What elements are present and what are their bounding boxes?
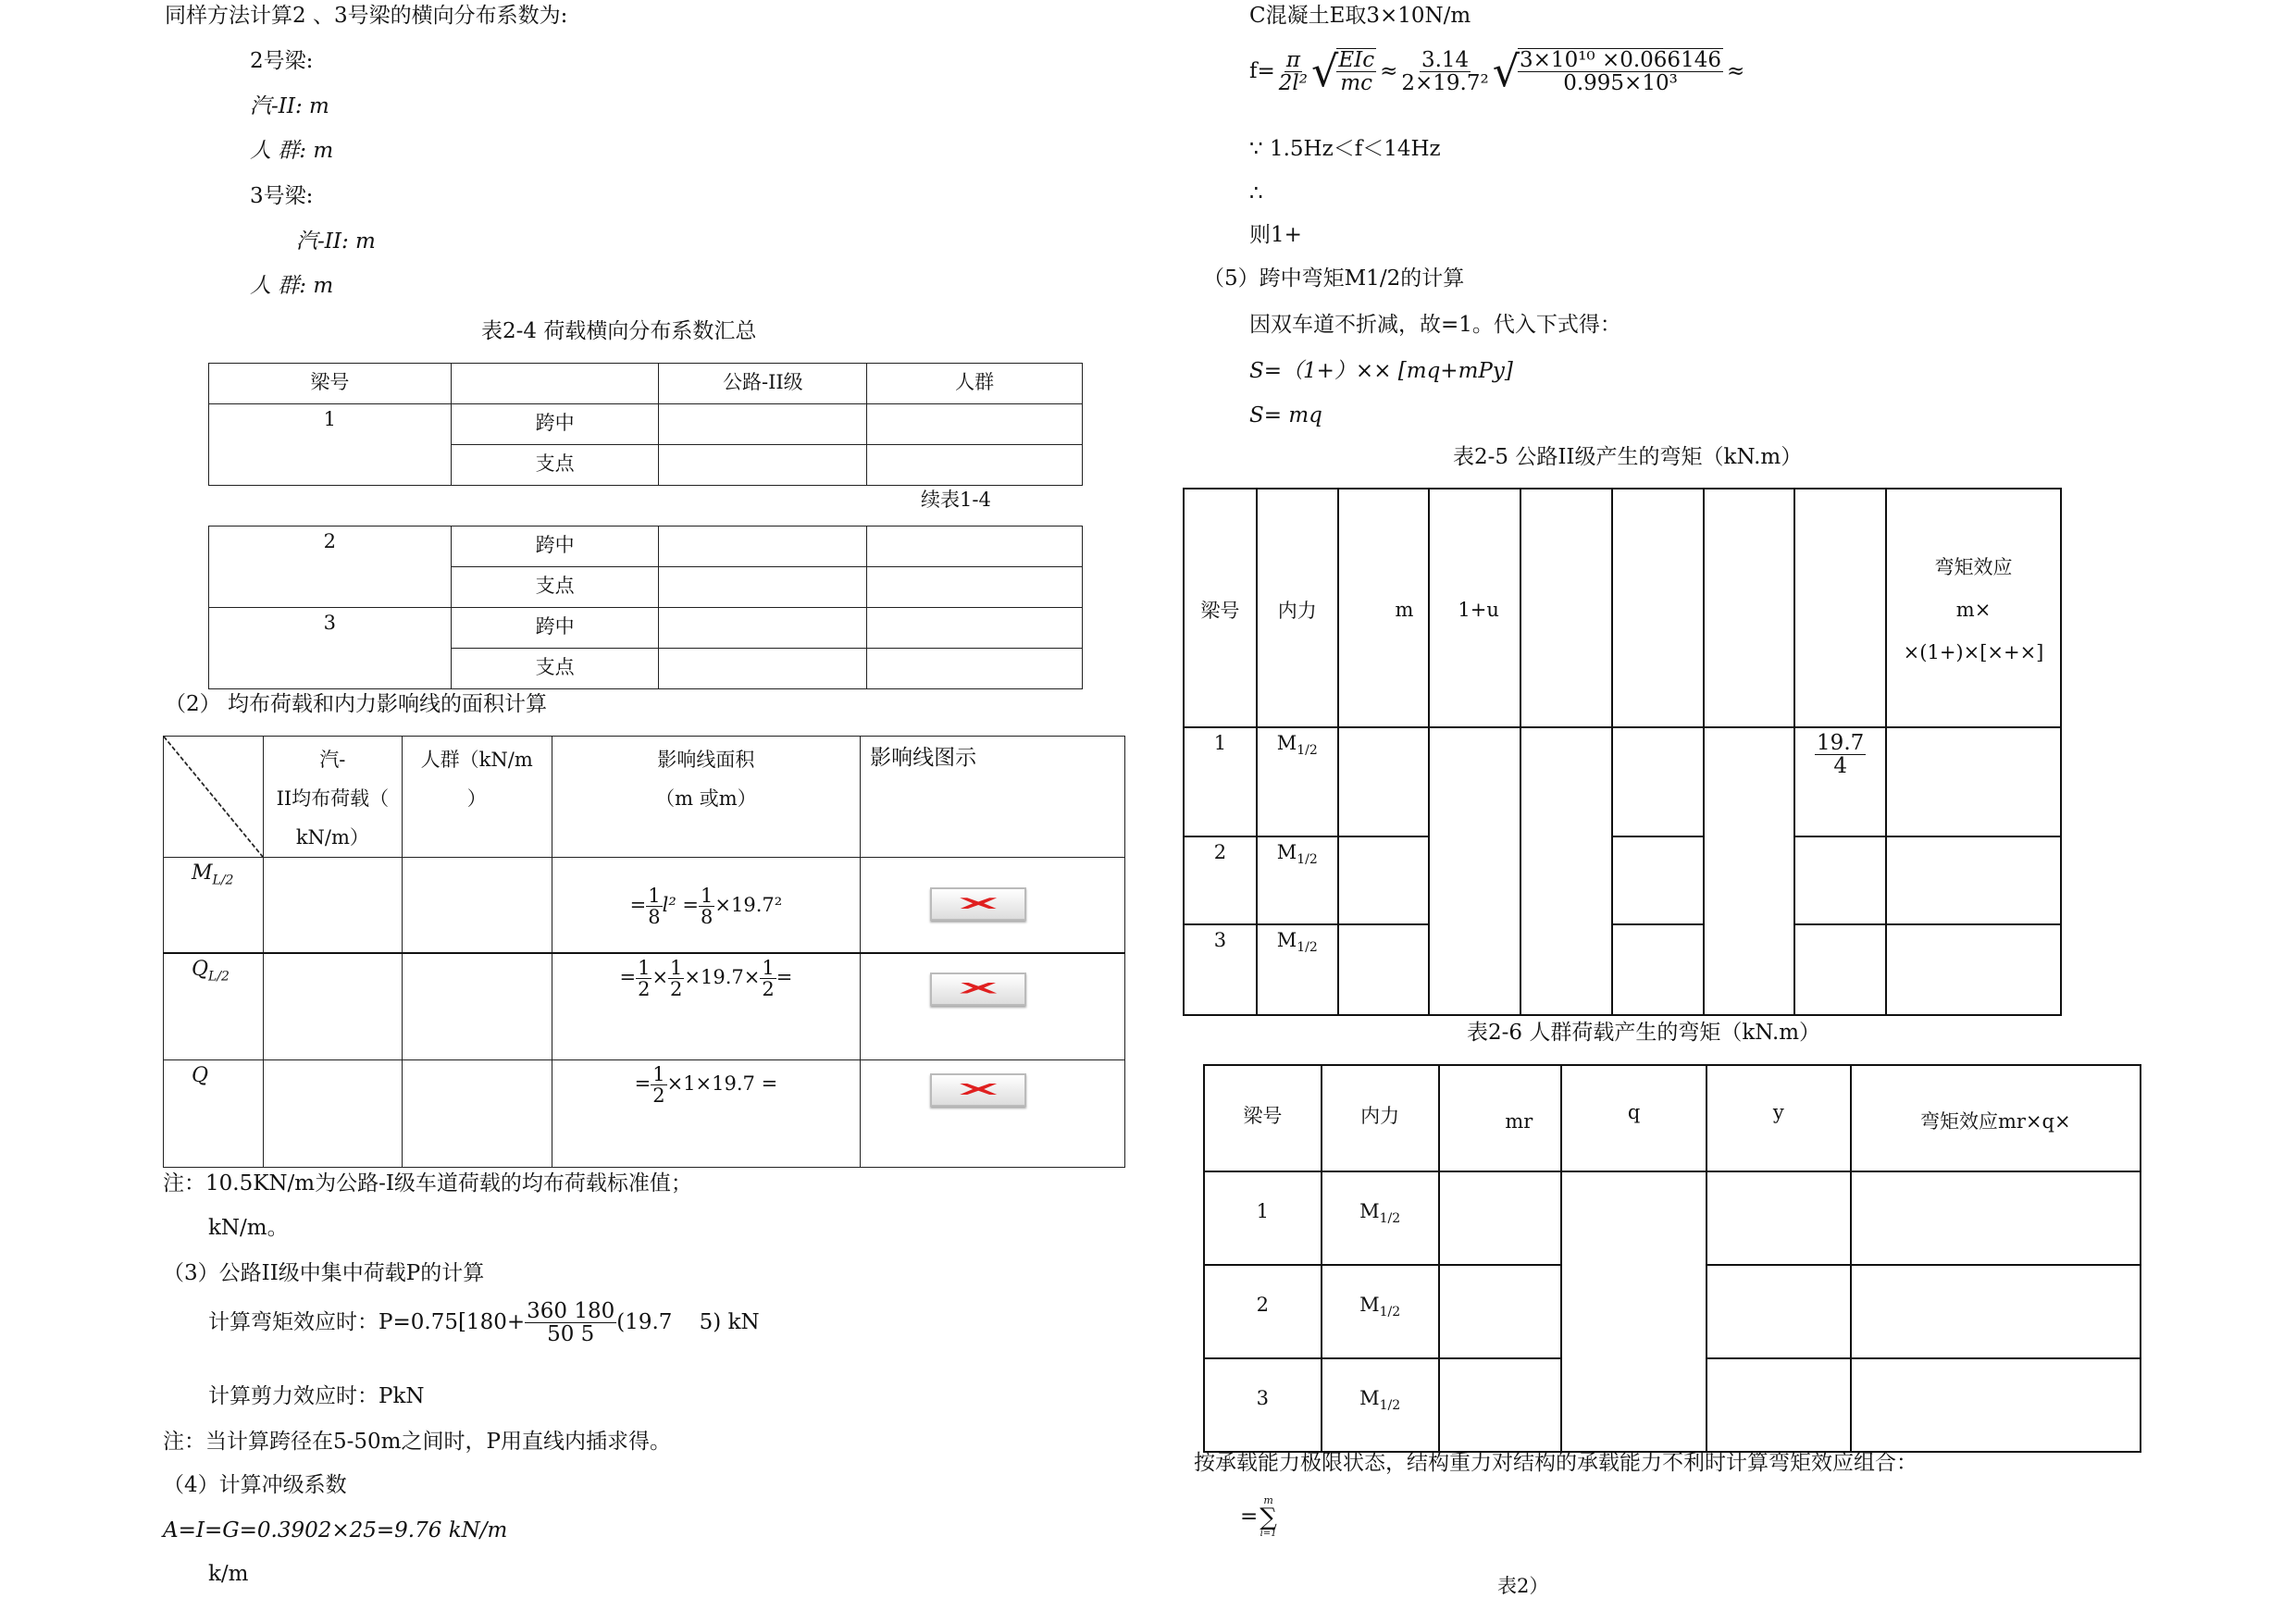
table-cell [659,608,867,649]
a-calculation: A=I=G=0.3902×25=9.76 kN/m [163,1518,508,1542]
col-header-impact: 1+u [1429,489,1520,727]
influence-figure-cell [861,953,1125,1060]
influence-figure-cell [861,1060,1125,1168]
table-cell-merged [1429,727,1520,1015]
table-cell-beam: 2 [209,527,452,608]
note-1: 注：10.5KN/m为公路-I级车道荷载的均布荷载标准值； [163,1171,692,1196]
area-formula-moment: = $\frac{1}{8}$ l² = $\frac{1}{8}$ ×19.7² [552,858,861,953]
header-uniform-load: 汽- II均布荷载（ kN/m） [263,737,402,858]
table-cell-beam: 1 [209,404,452,486]
beam2-car-coef: 汽-II: m [250,94,329,118]
table-cell [1794,836,1886,924]
col-header-force: 内力 [1257,489,1338,727]
table-cell [1612,924,1704,1015]
col-header-mr: mr [1439,1065,1562,1171]
table-cell-support: 支点 [451,445,659,486]
table-cell [1439,1265,1562,1358]
table-cell [659,404,867,445]
row-force: $M_{1/2}$ [1257,727,1338,836]
beam2-label: 2号梁: [250,49,314,73]
table-2-4 [208,363,1083,486]
table-2-5 [1183,488,2062,1016]
broken-image-icon [930,973,1026,1006]
note-2: 注：当计算跨径在5-50m之间时，P用直线内插求得。 [163,1430,671,1454]
impact-factor: 则1+ [1249,223,1302,247]
table26-title: 表2-6 人群荷载产生的弯矩（kN.m） [1467,1021,1821,1045]
row-force: $M_{1/2}$ [1322,1265,1439,1358]
table-cell [1851,1265,2141,1358]
frequency-formula: f= $\frac{\pi}{\text{2l²}}$ √ $\frac{\text{EIc}}{mc}$ ≈ $\frac{3.14}{\text{2×19.7²}}$ √ $\frac{\text{3×10¹⁰ ×0.066146}}{\text{0.995×10³}}$ ≈ [1249,46,1745,97]
summation-formula: = m ∑ i=1 [1240,1494,1277,1539]
table-cell [402,1060,552,1168]
footer-table-label: 表2） [1497,1575,1549,1597]
section-5-heading: （5）跨中弯矩M1/2的计算 [1203,266,1465,291]
table-2-4-continued [208,526,1083,689]
table-cell-merged [1704,727,1795,1015]
section-4-heading: （4）计算冲级系数 [163,1473,347,1497]
row-beam-number: 3 [1204,1358,1322,1452]
s-formula-2: S= mq [1249,403,1322,427]
table-cell [263,1060,402,1168]
table-cell-support: 支点 [451,649,659,689]
row-label-shear-mid: $Q_{L/2}$ [164,953,264,1060]
beam2-crowd-coef: 人 群: m [250,139,334,163]
section-3-heading: （3）公路II级中集中荷载P的计算 [163,1261,485,1285]
col-header-crowd: 人群 [867,364,1083,404]
row-label-shear: Q [164,1060,264,1168]
table-cell [402,953,552,1060]
table-cell-merged [1520,727,1612,1015]
col-header-q: q [1561,1065,1706,1171]
table-cell [1851,1358,2141,1452]
table-cell [263,858,402,953]
table-cell [1439,1358,1562,1452]
no-reduction-text: 因双车道不折减，故=1。代入下式得： [1249,313,1621,337]
unit-km: k/m [208,1562,249,1586]
table-cell-span: 跨中 [451,608,659,649]
beam3-label: 3号梁: [250,184,314,208]
row-force: $M_{1/2}$ [1322,1358,1439,1452]
header-influence-figure: 影响线图示 [861,737,1125,858]
row-force: $M_{1/2}$ [1257,924,1338,1015]
table-cell [1794,924,1886,1015]
table-cell [659,649,867,689]
col-header-beam: 梁号 [1184,489,1257,727]
header-crowd-load: 人群（kN/m ） [402,737,552,858]
col-header-beam: 梁号 [209,364,452,404]
section-2-heading: （2） 均布荷载和内力影响线的面积计算 [165,692,547,716]
diagonal-header-cell [164,737,264,858]
table25-title: 表2-5 公路II级产生的弯矩（kN.m） [1453,445,1803,469]
table-cell [1520,489,1612,727]
table-cell [867,404,1083,445]
table-cell-span: 跨中 [451,404,659,445]
col-header-effect: 弯矩效应mr×q× [1851,1065,2141,1171]
note-1-unit: kN/m。 [208,1216,289,1240]
moment-calc: 计算弯矩效应时：P=0.75[180+ $\frac{360 180}{50 5}$ (19.7 5) kN [208,1299,760,1347]
table-cell [867,567,1083,608]
table24-title: 表2-4 荷载横向分布系数汇总 [481,319,757,343]
influence-figure-cell [861,858,1125,953]
therefore-symbol: ∴ [1249,181,1263,205]
table-cell [1706,1265,1851,1358]
beam3-car-coef: 汽-II: m [296,229,376,254]
table-cell [1612,489,1704,727]
table-cell [1886,727,2061,836]
table-cell [1704,489,1795,727]
continued-table-label: 续表1-4 [921,489,991,511]
concrete-modulus: C混凝土E取3×10N/m [1249,4,1471,28]
area-formula-shear: = $\frac{1}{2}$ ×1×19.7 = [552,1060,861,1168]
table-cell [1886,836,2061,924]
table-cell [867,608,1083,649]
table-cell [659,567,867,608]
frequency-range: ∵ 1.5Hz＜f＜14Hz [1249,137,1441,161]
table-cell [263,953,402,1060]
col-header-beam: 梁号 [1204,1065,1322,1171]
table-cell [1794,489,1886,727]
table-cell-fraction: $\frac{19.7}{4}$ [1794,727,1886,836]
combination-text: 按承载能力极限状态，结构重力对结构的承载能力不利时计算弯矩效应组合： [1194,1451,1917,1475]
table-cell [1706,1171,1851,1265]
table-cell [1612,836,1704,924]
table-cell [1439,1171,1562,1265]
table-cell [1338,924,1430,1015]
col-header-m: m [1338,489,1430,727]
s-formula-1: S=（1+）×× [mq+mPy] [1249,359,1513,383]
table-cell [867,445,1083,486]
table-cell [1706,1358,1851,1452]
table-cell-beam: 3 [209,608,452,689]
table-cell [659,445,867,486]
table-cell-span: 跨中 [451,527,659,567]
shear-calc: 计算剪力效应时：PkN [208,1384,425,1408]
col-header-y: y [1706,1065,1851,1171]
row-force: $M_{1/2}$ [1257,836,1338,924]
table-cell [1338,727,1430,836]
table-2-6 [1203,1064,2141,1453]
table-cell [402,858,552,953]
broken-image-icon [930,1073,1026,1107]
table-cell [867,527,1083,567]
col-header-force: 内力 [1322,1065,1439,1171]
intro-text: 同样方法计算2 、3号梁的横向分布系数为: [165,4,568,28]
table-cell [1612,727,1704,836]
area-formula-shear-mid: = $\frac{1}{2}$ × $\frac{1}{2}$ ×19.7× $\frac{1}{2}$ = [552,953,861,1060]
table-cell [867,649,1083,689]
table-cell [1851,1171,2141,1265]
col-header-highway: 公路-II级 [659,364,867,404]
table-cell-merged [1561,1171,1706,1452]
row-beam-number: 2 [1204,1265,1322,1358]
table-cell [659,527,867,567]
table-cell-support: 支点 [451,567,659,608]
row-label-moment: $M_{L/2}$ [164,858,264,953]
header-influence-area: 影响线面积 （m 或m） [552,737,861,858]
beam3-crowd-coef: 人 群: m [250,274,334,298]
row-beam-number: 3 [1184,924,1257,1015]
row-beam-number: 1 [1184,727,1257,836]
table-cell [1886,924,2061,1015]
row-beam-number: 1 [1204,1171,1322,1265]
table-cell [1338,836,1430,924]
broken-image-icon [930,887,1026,921]
col-header-blank [451,364,659,404]
col-header-effect: 弯矩效应 m× ×(1+)×[×+×] [1886,489,2061,727]
row-force: $M_{1/2}$ [1322,1171,1439,1265]
row-beam-number: 2 [1184,836,1257,924]
influence-area-table [163,736,1125,1168]
